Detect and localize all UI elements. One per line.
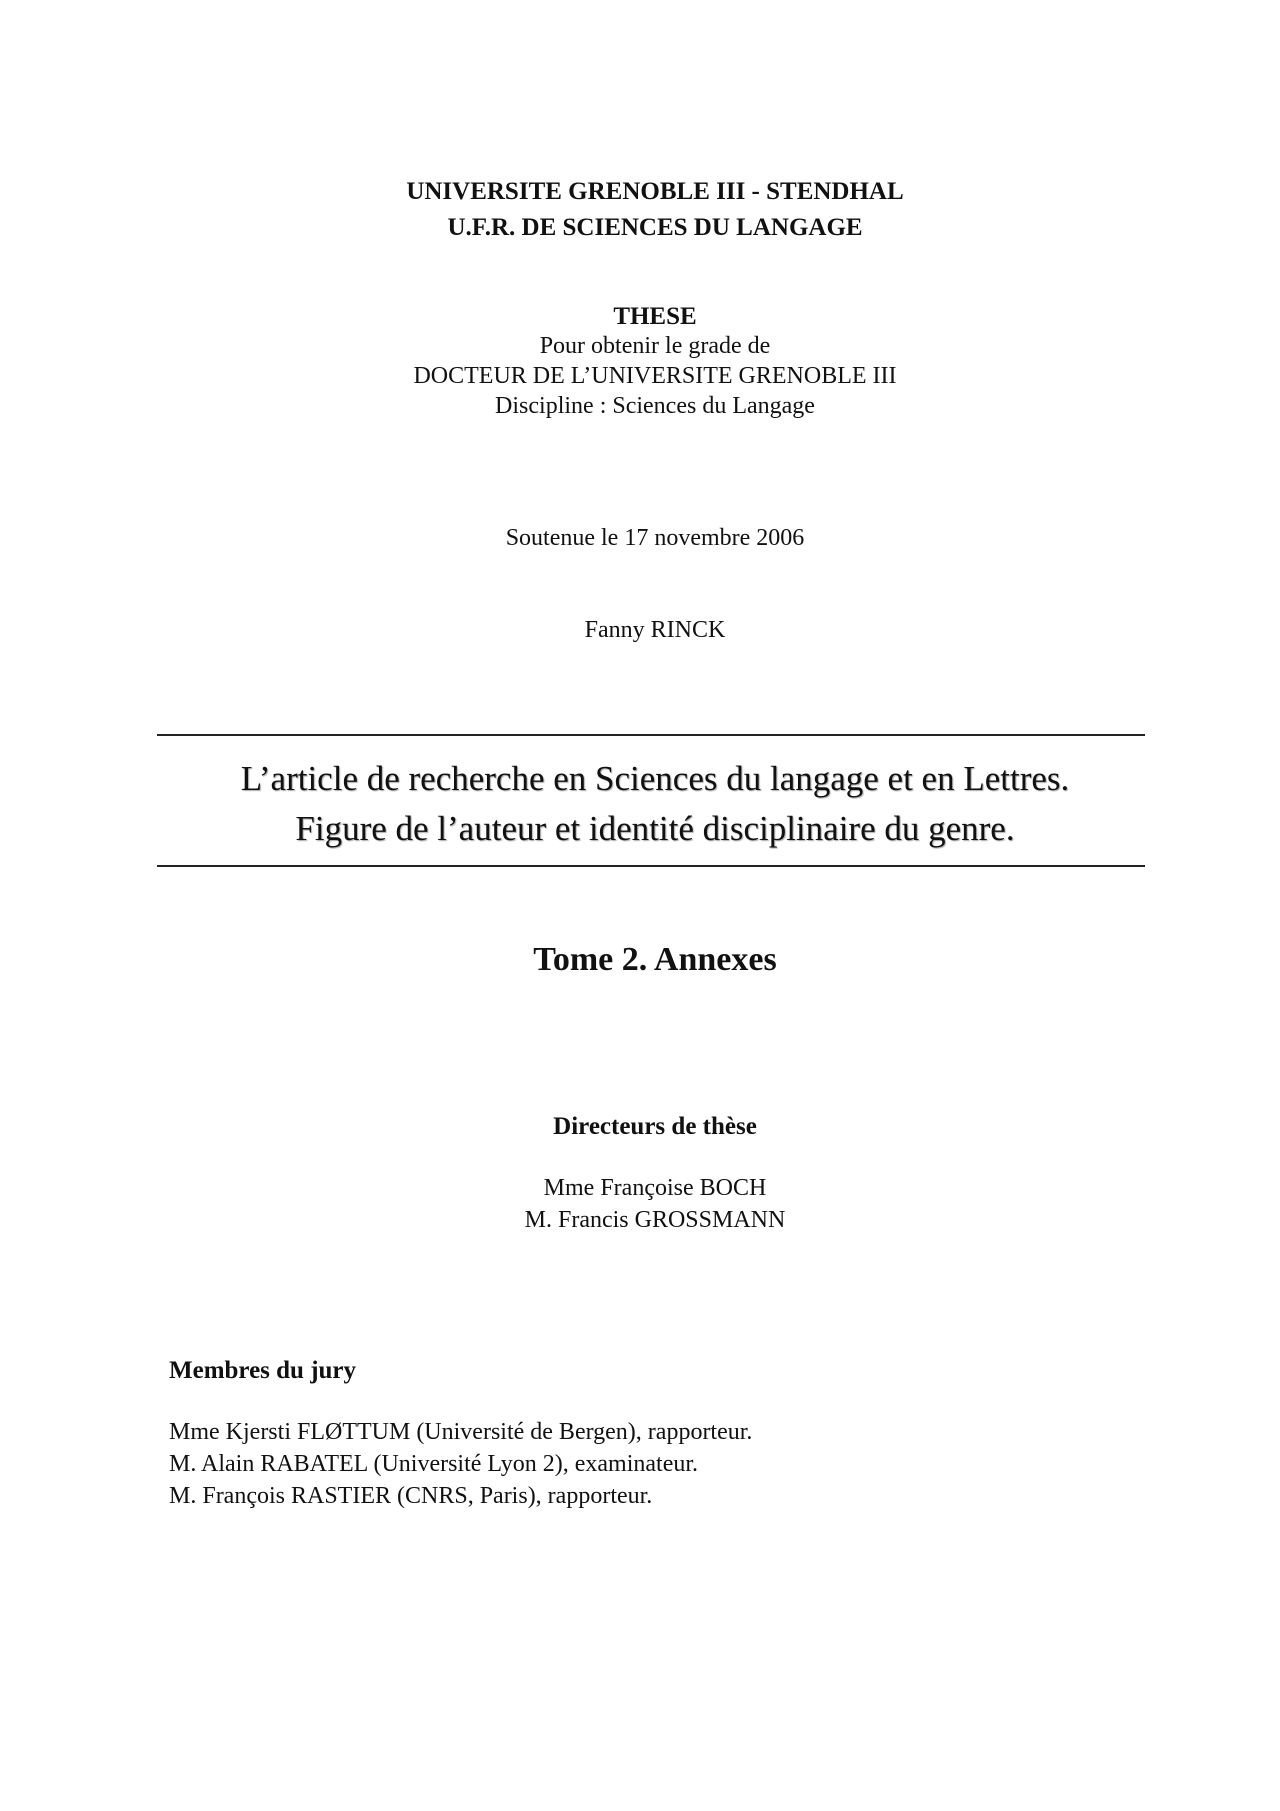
jury-member: Mme Kjersti FLØTTUM (Université de Bergen), rapporteur. (169, 1419, 753, 1445)
director-name: Mme Françoise BOCH (543, 1175, 767, 1201)
these-heading: THESE (613, 303, 697, 330)
jury-heading: Membres du jury (169, 1357, 357, 1384)
jury-member: M. Alain RABATEL (Université Lyon 2), examinateur. (169, 1451, 699, 1477)
discipline-text: Discipline : Sciences du Langage (495, 393, 815, 419)
tome-heading: Tome 2. Annexes (533, 941, 777, 978)
doctor-degree-text: DOCTEUR DE L’UNIVERSITE GRENOBLE III (413, 363, 897, 389)
director-name: M. Francis GROSSMANN (524, 1207, 786, 1233)
thesis-title-line-2: Figure de l’auteur et identité disciplinaire du genre. (295, 809, 1015, 848)
ufr-name: U.F.R. DE SCIENCES DU LANGAGE (447, 214, 863, 241)
author-name: Fanny RINCK (584, 617, 726, 643)
directors-heading: Directeurs de thèse (553, 1113, 757, 1140)
university-name: UNIVERSITE GRENOBLE III - STENDHAL (406, 178, 904, 205)
obtain-grade-text: Pour obtenir le grade de (539, 333, 771, 359)
jury-member: M. François RASTIER (CNRS, Paris), rapporteur. (169, 1483, 653, 1509)
thesis-title-line-1: L’article de recherche en Sciences du langage et en Lettres. (240, 759, 1070, 798)
title-bottom-rule (157, 865, 1145, 867)
title-top-rule (157, 734, 1145, 736)
defense-date: Soutenue le 17 novembre 2006 (505, 525, 805, 551)
